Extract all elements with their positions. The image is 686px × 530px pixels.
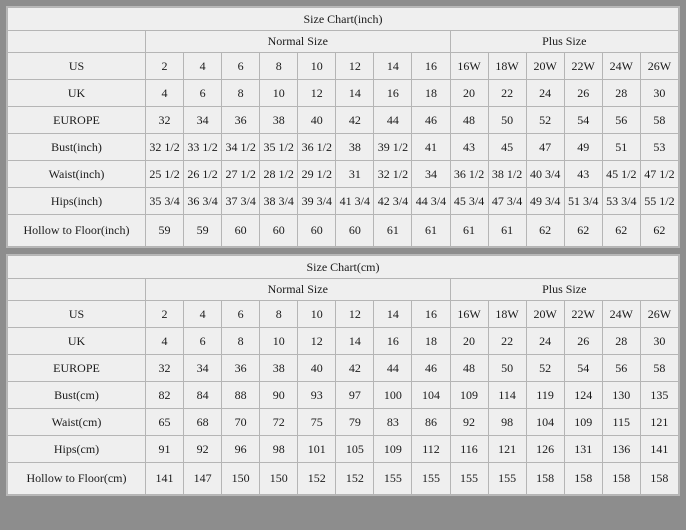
table-row [8, 328, 679, 355]
cell: 44 3/4 [412, 188, 450, 215]
cell: 58 [640, 107, 678, 134]
cell: 46 [412, 107, 450, 134]
cell: 18 [412, 80, 450, 107]
cell: 56 [602, 355, 640, 382]
table-row-groups [8, 279, 679, 301]
cell: 16W [450, 53, 488, 80]
table-row [8, 382, 679, 409]
cell: 92 [450, 409, 488, 436]
cell: 26 1/2 [184, 161, 222, 188]
row-label: Hips(cm) [8, 436, 146, 463]
cell: 62 [564, 215, 602, 247]
chart-title: Size Chart(inch) [8, 8, 679, 31]
cell: 126 [526, 436, 564, 463]
cell: 92 [184, 436, 222, 463]
cell: 20 [450, 80, 488, 107]
cell: 8 [260, 53, 298, 80]
cell: 34 [184, 107, 222, 134]
cell: 115 [602, 409, 640, 436]
cell: 24 [526, 328, 564, 355]
cell: 37 3/4 [222, 188, 260, 215]
row-label: US [8, 301, 146, 328]
cell: 62 [526, 215, 564, 247]
cell: 36 1/2 [298, 134, 336, 161]
cell: 38 [260, 355, 298, 382]
cell: 16 [374, 328, 412, 355]
size-chart-cm-table [7, 255, 679, 495]
cell: 33 1/2 [184, 134, 222, 161]
cell: 8 [222, 328, 260, 355]
cell: 79 [336, 409, 374, 436]
table-row [8, 301, 679, 328]
cell: 136 [602, 436, 640, 463]
cell: 20 [450, 328, 488, 355]
cell: 20W [526, 53, 564, 80]
cell: 147 [184, 463, 222, 495]
cell: 60 [336, 215, 374, 247]
cell: 109 [450, 382, 488, 409]
cell: 60 [298, 215, 336, 247]
cell: 86 [412, 409, 450, 436]
cell: 22W [564, 53, 602, 80]
row-label: Waist(cm) [8, 409, 146, 436]
cell: 61 [412, 215, 450, 247]
cell: 59 [146, 215, 184, 247]
cell: 124 [564, 382, 602, 409]
table-row [8, 436, 679, 463]
cell: 135 [640, 382, 678, 409]
corner-blank [8, 31, 146, 53]
cell: 22W [564, 301, 602, 328]
cell: 48 [450, 355, 488, 382]
cell: 88 [222, 382, 260, 409]
cell: 32 [146, 107, 184, 134]
cell: 14 [374, 53, 412, 80]
cell: 100 [374, 382, 412, 409]
row-label: Waist(inch) [8, 161, 146, 188]
cell: 18W [488, 53, 526, 80]
cell: 152 [298, 463, 336, 495]
cell: 59 [184, 215, 222, 247]
cell: 41 [412, 134, 450, 161]
cell: 61 [488, 215, 526, 247]
row-label: Hollow to Floor(cm) [8, 463, 146, 495]
cell: 32 1/2 [374, 161, 412, 188]
cell: 105 [336, 436, 374, 463]
cell: 6 [222, 53, 260, 80]
cell: 158 [602, 463, 640, 495]
cell: 38 3/4 [260, 188, 298, 215]
cell: 109 [374, 436, 412, 463]
cell: 93 [298, 382, 336, 409]
cell: 61 [374, 215, 412, 247]
cell: 35 1/2 [260, 134, 298, 161]
cell: 82 [146, 382, 184, 409]
cell: 119 [526, 382, 564, 409]
cell: 10 [260, 80, 298, 107]
cell: 141 [146, 463, 184, 495]
table-row [8, 215, 679, 247]
cell: 104 [412, 382, 450, 409]
cell: 131 [564, 436, 602, 463]
row-label: Hollow to Floor(inch) [8, 215, 146, 247]
cell: 18W [488, 301, 526, 328]
cell: 155 [412, 463, 450, 495]
cell: 158 [640, 463, 678, 495]
cell: 43 [564, 161, 602, 188]
cell: 29 1/2 [298, 161, 336, 188]
cell: 84 [184, 382, 222, 409]
cell: 38 1/2 [488, 161, 526, 188]
cell: 48 [450, 107, 488, 134]
cell: 18 [412, 328, 450, 355]
chart-title: Size Chart(cm) [8, 256, 679, 279]
row-label: EUROPE [8, 107, 146, 134]
cell: 28 [602, 328, 640, 355]
group-header-plus: Plus Size [450, 31, 679, 53]
cell: 46 [412, 355, 450, 382]
cell: 12 [298, 80, 336, 107]
cell: 38 [260, 107, 298, 134]
cell: 109 [564, 409, 602, 436]
row-label: UK [8, 80, 146, 107]
cell: 41 3/4 [336, 188, 374, 215]
cell: 114 [488, 382, 526, 409]
cell: 40 3/4 [526, 161, 564, 188]
cell: 112 [412, 436, 450, 463]
cell: 4 [146, 328, 184, 355]
cell: 24 [526, 80, 564, 107]
cell: 30 [640, 328, 678, 355]
cell: 90 [260, 382, 298, 409]
cell: 8 [260, 301, 298, 328]
cell: 36 1/2 [450, 161, 488, 188]
table-row [8, 161, 679, 188]
cell: 32 [146, 355, 184, 382]
cell: 53 [640, 134, 678, 161]
cell: 158 [564, 463, 602, 495]
cell: 12 [336, 301, 374, 328]
cell: 49 [564, 134, 602, 161]
cell: 14 [336, 80, 374, 107]
cell: 98 [260, 436, 298, 463]
cell: 155 [450, 463, 488, 495]
cell: 68 [184, 409, 222, 436]
table-row-title [8, 8, 679, 31]
cell: 75 [298, 409, 336, 436]
cell: 54 [564, 355, 602, 382]
row-label: Bust(cm) [8, 382, 146, 409]
cell: 155 [374, 463, 412, 495]
cell: 43 [450, 134, 488, 161]
cell: 65 [146, 409, 184, 436]
cell: 158 [526, 463, 564, 495]
cell: 14 [336, 328, 374, 355]
size-chart-inch [6, 6, 680, 248]
cell: 150 [222, 463, 260, 495]
cell: 155 [488, 463, 526, 495]
cell: 50 [488, 355, 526, 382]
cell: 42 3/4 [374, 188, 412, 215]
cell: 44 [374, 107, 412, 134]
cell: 39 1/2 [374, 134, 412, 161]
cell: 10 [298, 301, 336, 328]
row-label: UK [8, 328, 146, 355]
cell: 62 [640, 215, 678, 247]
cell: 58 [640, 355, 678, 382]
cell: 40 [298, 107, 336, 134]
cell: 47 3/4 [488, 188, 526, 215]
table-row-title [8, 256, 679, 279]
cell: 6 [222, 301, 260, 328]
cell: 16W [450, 301, 488, 328]
table-row [8, 134, 679, 161]
cell: 130 [602, 382, 640, 409]
cell: 45 [488, 134, 526, 161]
cell: 10 [298, 53, 336, 80]
row-label: Bust(inch) [8, 134, 146, 161]
table-row [8, 463, 679, 495]
cell: 98 [488, 409, 526, 436]
cell: 45 1/2 [602, 161, 640, 188]
cell: 24W [602, 53, 640, 80]
cell: 4 [146, 80, 184, 107]
cell: 56 [602, 107, 640, 134]
cell: 36 3/4 [184, 188, 222, 215]
size-chart-cm [6, 254, 680, 496]
cell: 27 1/2 [222, 161, 260, 188]
cell: 16 [412, 301, 450, 328]
cell: 116 [450, 436, 488, 463]
cell: 31 [336, 161, 374, 188]
cell: 12 [298, 328, 336, 355]
cell: 44 [374, 355, 412, 382]
cell: 141 [640, 436, 678, 463]
table-row [8, 409, 679, 436]
cell: 34 1/2 [222, 134, 260, 161]
cell: 47 1/2 [640, 161, 678, 188]
row-label: US [8, 53, 146, 80]
cell: 42 [336, 107, 374, 134]
cell: 6 [184, 328, 222, 355]
cell: 8 [222, 80, 260, 107]
group-header-normal: Normal Size [146, 279, 451, 301]
cell: 39 3/4 [298, 188, 336, 215]
table-row [8, 188, 679, 215]
cell: 60 [222, 215, 260, 247]
cell: 4 [184, 301, 222, 328]
cell: 16 [374, 80, 412, 107]
cell: 2 [146, 301, 184, 328]
cell: 50 [488, 107, 526, 134]
cell: 4 [184, 53, 222, 80]
cell: 26 [564, 328, 602, 355]
cell: 36 [222, 107, 260, 134]
cell: 45 3/4 [450, 188, 488, 215]
cell: 32 1/2 [146, 134, 184, 161]
cell: 26W [640, 53, 678, 80]
group-header-normal: Normal Size [146, 31, 451, 53]
corner-blank [8, 279, 146, 301]
cell: 26W [640, 301, 678, 328]
cell: 2 [146, 53, 184, 80]
cell: 52 [526, 355, 564, 382]
cell: 28 1/2 [260, 161, 298, 188]
cell: 38 [336, 134, 374, 161]
cell: 35 3/4 [146, 188, 184, 215]
cell: 40 [298, 355, 336, 382]
cell: 51 [602, 134, 640, 161]
group-header-plus: Plus Size [450, 279, 679, 301]
cell: 152 [336, 463, 374, 495]
cell: 6 [184, 80, 222, 107]
cell: 51 3/4 [564, 188, 602, 215]
cell: 22 [488, 80, 526, 107]
cell: 42 [336, 355, 374, 382]
cell: 47 [526, 134, 564, 161]
cell: 52 [526, 107, 564, 134]
table-row [8, 107, 679, 134]
cell: 62 [602, 215, 640, 247]
cell: 26 [564, 80, 602, 107]
cell: 20W [526, 301, 564, 328]
size-chart-inch-table [7, 7, 679, 247]
cell: 30 [640, 80, 678, 107]
row-label: EUROPE [8, 355, 146, 382]
cell: 36 [222, 355, 260, 382]
cell: 14 [374, 301, 412, 328]
cell: 22 [488, 328, 526, 355]
cell: 72 [260, 409, 298, 436]
cell: 91 [146, 436, 184, 463]
table-row [8, 80, 679, 107]
cell: 54 [564, 107, 602, 134]
cell: 24W [602, 301, 640, 328]
cell: 121 [640, 409, 678, 436]
cell: 150 [260, 463, 298, 495]
cell: 83 [374, 409, 412, 436]
cell: 53 3/4 [602, 188, 640, 215]
cell: 28 [602, 80, 640, 107]
cell: 34 [184, 355, 222, 382]
cell: 96 [222, 436, 260, 463]
cell: 49 3/4 [526, 188, 564, 215]
table-row [8, 53, 679, 80]
cell: 104 [526, 409, 564, 436]
table-row [8, 355, 679, 382]
cell: 70 [222, 409, 260, 436]
table-row-groups [8, 31, 679, 53]
cell: 121 [488, 436, 526, 463]
cell: 97 [336, 382, 374, 409]
cell: 101 [298, 436, 336, 463]
cell: 60 [260, 215, 298, 247]
cell: 12 [336, 53, 374, 80]
cell: 16 [412, 53, 450, 80]
cell: 34 [412, 161, 450, 188]
cell: 25 1/2 [146, 161, 184, 188]
row-label: Hips(inch) [8, 188, 146, 215]
cell: 55 1/2 [640, 188, 678, 215]
cell: 10 [260, 328, 298, 355]
cell: 61 [450, 215, 488, 247]
